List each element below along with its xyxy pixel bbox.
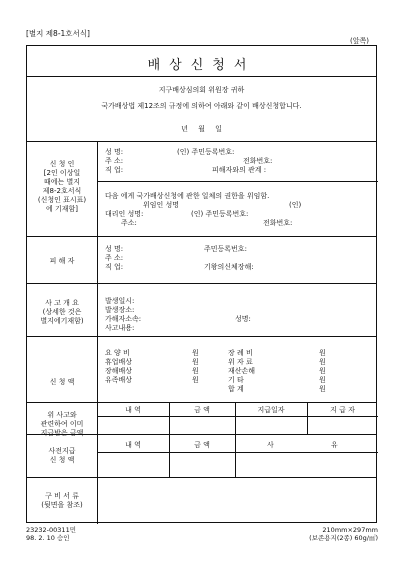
claim-item: 요 양 비 (105, 349, 130, 357)
form-number: [별지 제8-1호서식] (26, 29, 90, 38)
delegator-seal: (인) (289, 201, 302, 209)
prior-header-amount: 금 액 (194, 406, 210, 414)
divider (27, 434, 376, 435)
divider (27, 236, 376, 237)
divider (27, 283, 376, 284)
documents-label: 구 비 서 류 (뒷면을 참조) (41, 492, 83, 509)
advance-col-divider (169, 434, 170, 477)
agent-rrn: (인) 주민등록번호: (191, 210, 249, 218)
divider (27, 402, 376, 403)
claim-unit: 원 (319, 376, 326, 384)
prior-payment-label: 위 사고와 관련하여 이미 지급받은 금액 (40, 411, 84, 437)
victim-address: 주 소: (105, 254, 124, 262)
divider (27, 477, 376, 478)
offender-name: 성명: (235, 315, 251, 323)
label-column-divider (97, 141, 98, 434)
divider (27, 141, 376, 142)
victim-disability: 기왕의신체장해: (204, 263, 254, 271)
advance-header-item: 내 역 (125, 441, 141, 449)
advance-header-reason: 사 (267, 441, 274, 449)
advance-header-amount: 금 액 (194, 441, 210, 449)
victim-job: 직 업: (105, 263, 124, 271)
applicant-rrn: (인) 주민등록번호: (177, 148, 235, 156)
prior-col-divider (169, 402, 170, 434)
claim-unit: 원 (319, 349, 326, 357)
approval-date: 98. 2. 10 승인 (26, 534, 70, 542)
paper-spec: (보존용지(2종) 60g/㎡) (309, 534, 378, 542)
prior-header-item: 내 역 (125, 406, 141, 414)
claim-total: 합 계 (228, 385, 244, 393)
claim-amount-label: 신 청 액 (49, 378, 75, 386)
claim-unit: 원 (192, 376, 199, 384)
prior-col-divider (307, 402, 308, 434)
accident-place: 발생장소: (105, 306, 135, 314)
agent-address: 주소: (121, 219, 137, 227)
agent-name: 대리인 성명: (105, 210, 144, 218)
victim-rrn: 주민등록번호: (204, 245, 247, 253)
claim-unit: 원 (319, 385, 326, 393)
applicant-separator (97, 181, 378, 182)
victim-label: 피 해 자 (49, 257, 75, 265)
date-line: 년 월 일 (181, 125, 222, 133)
agent-phone: 전화번호: (263, 219, 293, 227)
delegator-name: 위임인 성명 (143, 201, 180, 209)
title-row (27, 46, 376, 77)
applicant-address: 주 소: (105, 157, 124, 165)
prior-header-rule (97, 416, 378, 417)
claim-unit: 원 (192, 349, 199, 357)
claim-unit: 원 (319, 367, 326, 375)
paper-size: 210mm×297mm (322, 526, 378, 534)
advance-payment-label: 사전지급 신 청 액 (48, 447, 76, 464)
claim-item: 위 자 료 (228, 358, 253, 366)
form-title: 배상신청서 (147, 58, 256, 73)
accident-datetime: 발생일시: (105, 297, 135, 305)
divider (27, 336, 376, 337)
footer-left (26, 526, 76, 542)
claim-unit: 원 (192, 358, 199, 366)
claim-item: 장해배상 (105, 367, 133, 375)
advance-col-divider (235, 434, 236, 477)
applicant-name: 성 명: (105, 148, 124, 156)
claim-unit: 원 (319, 358, 326, 366)
label-column-divider (97, 477, 98, 524)
applicant-label: 신 청 인 [2인 이상일 때에는 별지 제8-2호서식 (신청인 표시표) 에 기재함] (37, 160, 87, 213)
claim-item: 장 례 비 (228, 349, 253, 357)
prior-header-date: 지급일자 (257, 406, 285, 414)
victim-name: 성 명: (105, 245, 124, 253)
claim-item: 휴업배상 (105, 358, 133, 366)
claim-item: 유족배상 (105, 376, 133, 384)
prior-col-divider (235, 402, 236, 434)
claim-unit: 원 (192, 367, 199, 375)
recipient-line: 지구배상심의회 위원장 귀하 (158, 86, 245, 94)
claim-item: 재산손해 (228, 367, 256, 375)
delegation-statement: 다음 에게 국가배상신청에 관한 일체의 권한을 위임함. (105, 192, 270, 200)
claim-item: 기 타 (228, 376, 244, 384)
prior-header-payer: 지 급 자 (330, 406, 355, 414)
footer-right (250, 526, 378, 542)
advance-header-rule (97, 452, 378, 453)
accident-content: 사고내용: (105, 324, 135, 332)
applicant-job: 직 업: (105, 166, 124, 174)
accident-label: 사 고 개 요 (상세한 것은 별지에기재함) (40, 299, 84, 325)
claim-form (26, 45, 377, 523)
form-code: 23232-00311민 (26, 526, 76, 534)
statement-line: 국가배상법 제12조의 규정에 의하여 아래와 같이 배상신청합니다. (101, 102, 302, 110)
offender-affiliation: 가해자소속: (105, 315, 142, 323)
side-indicator: (앞쪽) (350, 37, 369, 45)
applicant-relation: 피해자와의 관계 : (212, 166, 267, 174)
advance-header-reason: 유 (331, 441, 338, 449)
applicant-phone: 전화번호: (243, 157, 273, 165)
